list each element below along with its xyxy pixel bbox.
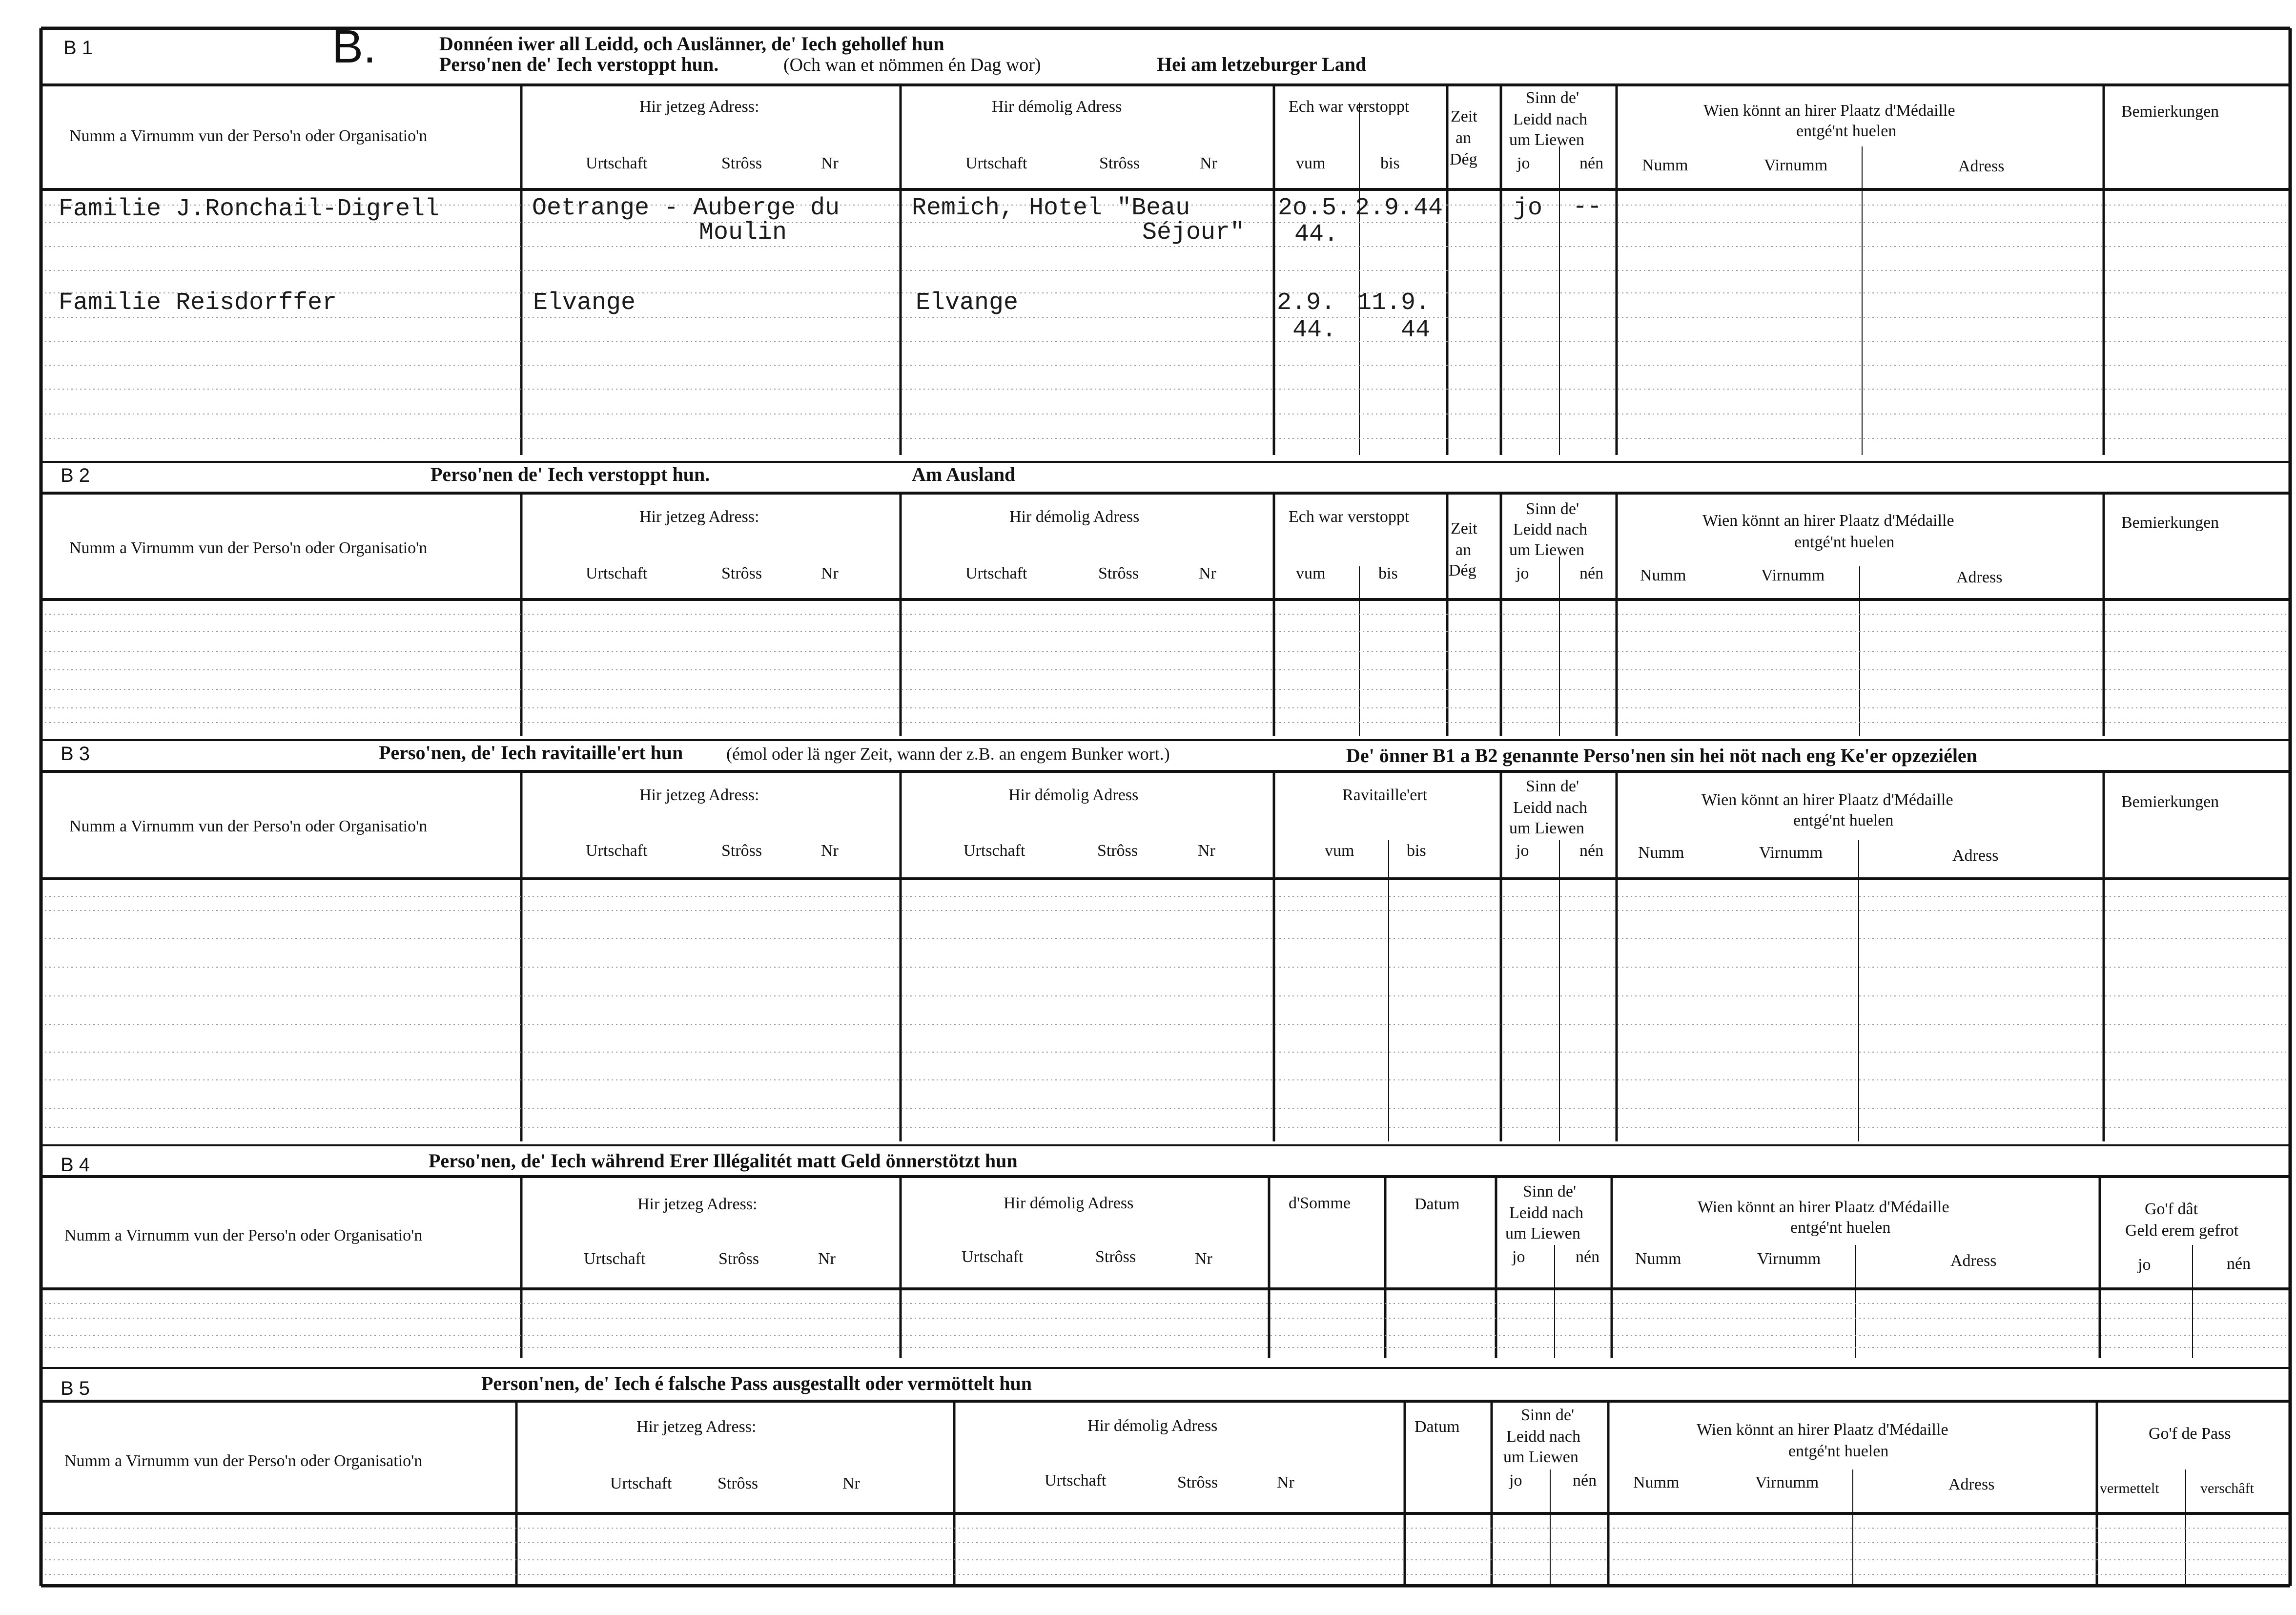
- col-name-header: Numm a Virnumm vun der Perso'n oder Organisatio'n: [69, 127, 428, 145]
- col-place-header: Urtschaft: [1045, 1471, 1107, 1490]
- col-name-header: Numm a Virnumm vun der Perso'n oder Organisatio'n: [64, 1226, 423, 1244]
- col-medal-header: Wien könnt an hirer Plaatz d'Médaille: [1702, 791, 1953, 809]
- col-place-header: Urtschaft: [586, 154, 648, 172]
- b5-title: Person'nen, de' Iech é falsche Pass ausgestallt oder vermöttelt hun: [481, 1372, 1032, 1394]
- col-former-address-header: Hir démolig Adress: [1004, 1194, 1134, 1212]
- b3-title-note: (émol oder lä nger Zeit, wann der z.B. an engem Bunker wort.): [726, 744, 1170, 764]
- col-medal-address-header: Adress: [1958, 157, 2005, 175]
- col-name-header: Numm a Virnumm vun der Perso'n oder Organisatio'n: [69, 817, 428, 835]
- col-hidden-header: Ech war verstoppt: [1289, 98, 1410, 116]
- col-medal-name-header: Numm: [1635, 1250, 1681, 1268]
- col-place-header: Urtschaft: [586, 842, 648, 860]
- col-former-address-header: Hir démolig Adress: [1009, 508, 1140, 526]
- col-street-header: Strôss: [1177, 1473, 1218, 1491]
- b2-title: Perso'nen de' Iech verstoppt hun.: [430, 463, 710, 485]
- col-medal-address-header: Adress: [1956, 568, 2003, 586]
- col-sum-header: d'Somme: [1289, 1194, 1351, 1212]
- col-current-address-header: Hir jetzeg Adress:: [636, 1418, 757, 1436]
- col-yes-header: jo: [2138, 1256, 2151, 1274]
- col-place-header: Urtschaft: [586, 564, 648, 582]
- col-from-header: vum: [1296, 564, 1326, 582]
- col-medal-name-header: Numm: [1633, 1473, 1680, 1491]
- col-street-header: Strôss: [718, 1250, 759, 1268]
- col-medal-name-header: Numm: [1640, 566, 1686, 584]
- entry-former-address[interactable]: Séjour": [1142, 219, 1245, 247]
- col-nr-header: Nr: [1277, 1473, 1294, 1491]
- col-street-header: Strôss: [1097, 842, 1138, 860]
- entry-hidden-from[interactable]: 44.: [1294, 221, 1339, 248]
- entry-hidden-from[interactable]: 44.: [1292, 316, 1337, 344]
- col-alive-header: Sinn de': [1523, 1182, 1577, 1201]
- col-medal-address-header: Adress: [1948, 1475, 1995, 1493]
- entry-hidden-from[interactable]: 2.9.: [1277, 289, 1336, 317]
- col-medal-firstname-header: Virnumm: [1759, 844, 1823, 862]
- b2-label: B 2: [61, 465, 90, 486]
- col-alive-header: Sinn de': [1526, 89, 1579, 107]
- col-medal-address-header: Adress: [1950, 1252, 1997, 1270]
- col-medal-firstname-header: Virnumm: [1757, 1250, 1821, 1268]
- col-street-header: Strôss: [1095, 1248, 1136, 1266]
- col-medal-name-header: Numm: [1638, 844, 1684, 862]
- col-medal-firstname-header: Virnumm: [1761, 566, 1825, 584]
- col-supplied-header: Ravitaille'ert: [1342, 786, 1428, 804]
- b1-title-location: Hei am letzeburger Land: [1157, 53, 1367, 75]
- col-medal-header: Wien könnt an hirer Plaatz d'Médaille: [1702, 512, 1954, 530]
- b2-title-location: Am Ausland: [912, 463, 1016, 485]
- col-street-header: Strôss: [721, 154, 762, 172]
- col-time-header: Zeit: [1451, 519, 1477, 538]
- col-to-header: bis: [1380, 154, 1400, 172]
- col-from-header: vum: [1296, 154, 1326, 172]
- col-alive-header: Leidd nach: [1513, 110, 1587, 128]
- col-street-header: Strôss: [721, 842, 762, 860]
- col-no-header: nén: [2227, 1255, 2251, 1273]
- col-place-header: Urtschaft: [965, 154, 1027, 172]
- b1-title-line1: Donnéen iwer all Leidd, och Auslänner, de' Iech geholl​ef hun: [439, 33, 944, 55]
- col-yes-header: jo: [1509, 1471, 1522, 1490]
- col-medal-name-header: Numm: [1642, 156, 1688, 174]
- entry-hidden-to[interactable]: 44: [1401, 316, 1431, 344]
- col-pass-header: Go'f de Pass: [2149, 1425, 2231, 1443]
- col-yes-header: jo: [1512, 1248, 1525, 1266]
- entry-former-address[interactable]: Remich, Hotel "Beau: [912, 194, 1190, 222]
- col-current-address-header: Hir jetzeg Adress:: [639, 508, 759, 526]
- col-yes-header: jo: [1517, 154, 1530, 172]
- entry-hidden-from[interactable]: 2o.5.: [1278, 194, 1352, 222]
- col-nr-header: Nr: [1199, 564, 1216, 582]
- col-alive-header: Sinn de': [1521, 1406, 1575, 1424]
- col-date-header: Datum: [1414, 1418, 1460, 1436]
- col-former-address-header: Hir démolig Adress: [992, 98, 1122, 116]
- col-former-address-header: Hir démolig Adress: [1087, 1417, 1218, 1435]
- col-time-header: Zeit: [1451, 107, 1477, 125]
- col-from-header: vum: [1325, 842, 1354, 860]
- col-name-header: Numm a Virnumm vun der Perso'n oder Organisatio'n: [64, 1452, 423, 1470]
- col-nr-header: Nr: [1195, 1250, 1212, 1268]
- col-name-header: Numm a Virnumm vun der Perso'n oder Organisatio'n: [69, 539, 428, 557]
- col-yes-header: jo: [1516, 842, 1529, 860]
- col-time-header: an: [1456, 541, 1472, 559]
- col-remarks-header: Bemierkungen: [2121, 793, 2219, 811]
- col-alive-header: um Liewen: [1509, 819, 1584, 837]
- col-no-header: nén: [1579, 842, 1604, 860]
- col-remarks-header: Bemierkungen: [2121, 103, 2219, 121]
- entry-alive-no[interactable]: --: [1573, 193, 1602, 221]
- col-nr-header: Nr: [821, 154, 839, 172]
- b3-label: B 3: [61, 743, 90, 765]
- col-place-header: Urtschaft: [610, 1474, 672, 1492]
- col-no-header: nén: [1579, 564, 1604, 582]
- col-medal-header: Wien könnt an hirer Plaatz d'Médaille: [1698, 1198, 1949, 1216]
- col-medal-header: entgé'nt huelen: [1788, 1442, 1889, 1460]
- col-money-returned-header: Go'f dât: [2145, 1200, 2198, 1218]
- col-place-header: Urtschaft: [962, 1248, 1024, 1266]
- col-date-header: Datum: [1414, 1195, 1460, 1213]
- col-street-header: Strôss: [721, 564, 762, 582]
- col-money-returned-header: Geld erem gefrot: [2125, 1222, 2239, 1240]
- entry-current-address[interactable]: Moulin: [699, 219, 787, 247]
- col-street-header: Strôss: [1098, 564, 1139, 582]
- col-current-address-header: Hir jetzeg Adress:: [639, 98, 759, 116]
- b1-title-line2: Perso'nen de' Iech verstoppt hun.: [439, 53, 719, 75]
- col-medal-header: Wien könnt an hirer Plaatz d'Médaille: [1703, 102, 1955, 120]
- col-alive-header: um Liewen: [1509, 541, 1584, 559]
- col-nr-header: Nr: [818, 1250, 836, 1268]
- col-medal-firstname-header: Virnumm: [1755, 1473, 1819, 1491]
- col-remarks-header: Bemierkungen: [2121, 514, 2219, 532]
- col-no-header: nén: [1573, 1471, 1597, 1490]
- entry-hidden-to[interactable]: 2.9.44: [1355, 194, 1443, 222]
- col-time-header: Dég: [1449, 561, 1476, 580]
- col-time-header: an: [1456, 129, 1472, 147]
- col-alive-header: Sinn de': [1526, 777, 1579, 795]
- col-alive-header: Sinn de': [1526, 500, 1579, 518]
- b5-label: B 5: [61, 1378, 90, 1399]
- col-time-header: Dég: [1450, 150, 1477, 168]
- col-yes-header: jo: [1516, 564, 1529, 582]
- entry-name[interactable]: Familie J.Ronchail-Digrell: [59, 195, 440, 223]
- col-medal-header: Wien könnt an hirer Plaatz d'Médaille: [1697, 1421, 1948, 1439]
- col-former-address-header: Hir démolig Adress: [1008, 786, 1139, 804]
- col-current-address-header: Hir jetzeg Adress:: [637, 1195, 758, 1213]
- entry-alive-yes[interactable]: jo: [1513, 194, 1543, 222]
- col-alive-header: Leidd nach: [1513, 799, 1587, 817]
- b1-label: B 1: [63, 37, 93, 59]
- col-alive-header: um Liewen: [1509, 131, 1584, 149]
- col-medal-header: entgé'nt huelen: [1796, 122, 1897, 140]
- b1-title-note: (Och wan et nömmen én Dag wor): [783, 55, 1041, 75]
- col-place-header: Urtschaft: [965, 564, 1027, 582]
- col-to-header: bis: [1407, 842, 1426, 860]
- col-alive-header: Leidd nach: [1513, 520, 1587, 538]
- col-pass-obtained-header: verschâft: [2200, 1480, 2254, 1496]
- col-nr-header: Nr: [1198, 842, 1215, 860]
- col-alive-header: Leidd nach: [1506, 1428, 1580, 1446]
- col-hidden-header: Ech war verstoppt: [1289, 508, 1410, 526]
- col-nr-header: Nr: [821, 842, 839, 860]
- col-medal-firstname-header: Virnumm: [1764, 156, 1828, 174]
- col-pass-issued-header: vermettelt: [2100, 1480, 2159, 1496]
- col-nr-header: Nr: [1200, 154, 1217, 172]
- col-medal-header: entgé'nt huelen: [1794, 533, 1895, 551]
- b4-label: B 4: [61, 1154, 90, 1176]
- col-medal-header: entgé'nt huelen: [1793, 811, 1894, 829]
- b3-title: Perso'nen, de' Iech ravitaille'ert hun: [379, 742, 683, 764]
- col-current-address-header: Hir jetzeg Adress:: [639, 786, 759, 804]
- col-no-header: nén: [1579, 154, 1604, 172]
- entry-current-address[interactable]: Oetrange - Auberge du: [532, 194, 840, 222]
- entry-hidden-to[interactable]: 11.9.: [1357, 289, 1431, 317]
- col-alive-header: um Liewen: [1503, 1448, 1578, 1466]
- entry-former-address[interactable]: Elvange: [916, 289, 1019, 317]
- col-street-header: Strôss: [1099, 154, 1140, 172]
- b4-title: Perso'nen, de' Iech während Erer Illégalitét matt Geld önnerstötzt hun: [429, 1150, 1018, 1172]
- col-alive-header: um Liewen: [1505, 1224, 1580, 1242]
- col-to-header: bis: [1378, 564, 1398, 582]
- col-alive-header: Leidd nach: [1509, 1204, 1583, 1222]
- entry-name[interactable]: Familie Reisdorffer: [59, 289, 337, 317]
- col-medal-address-header: Adress: [1952, 847, 1999, 865]
- col-street-header: Strôss: [718, 1474, 758, 1492]
- col-no-header: nén: [1576, 1248, 1600, 1266]
- col-place-header: Urtschaft: [584, 1250, 646, 1268]
- col-medal-header: entgé'nt huelen: [1790, 1219, 1891, 1237]
- col-nr-header: Nr: [821, 564, 839, 582]
- entry-current-address[interactable]: Elvange: [533, 289, 636, 317]
- col-place-header: Urtschaft: [964, 842, 1025, 860]
- col-nr-header: Nr: [842, 1474, 860, 1492]
- form-letter: B.: [332, 21, 376, 73]
- b3-title-note2: De' önner B1 a B2 genannte Perso'nen sin hei nöt nach eng Ke'er opzeziélen: [1346, 745, 1977, 766]
